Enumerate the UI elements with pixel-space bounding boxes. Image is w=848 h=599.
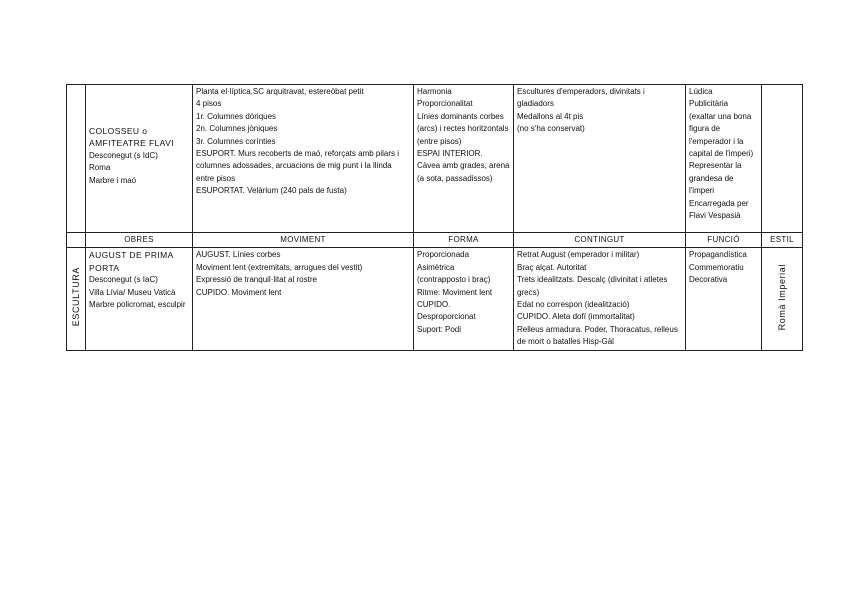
contingut-line: Escultures d'emperadors, divinitats i gladiadors bbox=[517, 87, 648, 109]
obra-cell bbox=[86, 248, 193, 350]
contingut-line: Trets idealitzats. Descalç (divinitat i atletes grecs) bbox=[517, 275, 670, 297]
forma-line: ESPAI INTERIOR. bbox=[417, 149, 483, 159]
obra-author: Desconegut (s IdC) bbox=[89, 150, 158, 160]
estil-cell-empty bbox=[762, 85, 803, 233]
funcio-line: Representar la grandesa de l'imperi bbox=[689, 161, 744, 196]
forma-line: Suport: Podi bbox=[417, 324, 462, 334]
funcio-line: Publicitària bbox=[689, 99, 729, 109]
category-cell bbox=[67, 248, 86, 350]
forma-line: Proporcionada bbox=[417, 250, 470, 260]
estil-label: Romà Imperial bbox=[776, 263, 787, 330]
contingut-line: Retrat August (emperador i militar) bbox=[517, 250, 640, 260]
moviment-line: 4 pisos bbox=[196, 99, 222, 109]
funcio-cell bbox=[686, 248, 762, 350]
estil-cell bbox=[762, 248, 803, 350]
header-empty bbox=[67, 233, 86, 248]
moviment-line: CUPIDO. Moviment lent bbox=[196, 287, 282, 297]
header-contingut: CONTINGUT bbox=[514, 233, 686, 248]
contingut-line: Relleus armadura. Poder, Thoracatus, relleus de mort o batalles Hisp-Gàl bbox=[517, 324, 681, 347]
moviment-line: Planta el·líptica,SC arquitravat, estereòbat petit bbox=[196, 87, 364, 96]
contingut-line: Edat no correspon (idealització) bbox=[517, 300, 630, 310]
funcio-line: Encarregada per Flavi Vespasià bbox=[689, 198, 751, 221]
contingut-cell bbox=[514, 248, 686, 350]
funcio-line: Commemoratiu bbox=[689, 262, 744, 272]
obra-material: Marbre policromat, esculpir bbox=[89, 300, 186, 310]
obra-location: Villa Lívia/ Museu Vaticà bbox=[89, 287, 176, 297]
header-funcio: FUNCIÓ bbox=[686, 233, 762, 248]
moviment-line: Expressió de tranquil·litat al rostre bbox=[196, 275, 317, 285]
funcio-line: Lúdica bbox=[689, 87, 713, 96]
obra-cell bbox=[86, 85, 193, 233]
moviment-line: 1r. Columnes dòriques bbox=[196, 111, 277, 121]
forma-line: Proporcionalitat bbox=[417, 99, 473, 109]
forma-cell bbox=[414, 248, 514, 350]
moviment-line: 3r. Columnes corínties bbox=[196, 136, 276, 146]
funcio-line: (exaltar una bona figura de l'emperador i la capital de l'imperi) bbox=[689, 111, 754, 159]
header-moviment: MOVIMENT bbox=[193, 233, 414, 248]
contingut-line: (no s'ha conservat) bbox=[517, 124, 585, 134]
table-row-august bbox=[67, 248, 803, 350]
contingut-line: CUPIDO. Aleta dofí (immortalitat) bbox=[517, 312, 635, 322]
obra-title-line: COLOSSEU o bbox=[89, 126, 148, 136]
moviment-line: 2n. Columnes jòniques bbox=[196, 124, 278, 134]
header-estil: ESTIL bbox=[762, 233, 803, 248]
header-forma: FORMA bbox=[414, 233, 514, 248]
art-analysis-table bbox=[66, 84, 803, 351]
category-cell-empty bbox=[67, 85, 86, 233]
moviment-line: ESUPORTAT. Velàrium (240 pals de fusta) bbox=[196, 186, 347, 196]
funcio-line: Decorativa bbox=[689, 275, 728, 285]
funcio-cell bbox=[686, 85, 762, 233]
forma-line: Ritme: Moviment lent bbox=[417, 287, 493, 297]
header-obres: OBRES bbox=[86, 233, 193, 248]
category-label: ESCULTURA bbox=[70, 267, 81, 327]
moviment-line: AUGUST. Línies corbes bbox=[196, 250, 281, 260]
obra-author: Desconegut (s IaC) bbox=[89, 275, 158, 285]
forma-line: (contrapposto i braç) bbox=[417, 275, 491, 285]
moviment-cell bbox=[193, 85, 414, 233]
contingut-line: Braç alçat. Autoritat bbox=[517, 262, 587, 272]
obra-material: Marbre i maó bbox=[89, 175, 137, 185]
table-row-colosseu bbox=[67, 85, 803, 233]
contingut-line: Medallons al 4t pis bbox=[517, 111, 584, 121]
forma-line: Harmonia bbox=[417, 87, 452, 96]
obra-title-line: AMFITEATRE FLAVI bbox=[89, 138, 174, 149]
table-header-row bbox=[67, 233, 803, 248]
contingut-cell bbox=[514, 85, 686, 233]
moviment-line: Moviment lent (extremitats, arrugues del vestit) bbox=[196, 262, 363, 272]
forma-line: Línies dominants corbes (arcs) i rectes horitzontals (entre pisos) bbox=[417, 111, 511, 146]
moviment-line: ESUPORT. Murs recoberts de maó, reforçats amb pilars i columnes adossades, arcuacions de mig punt i la llinda entre pisos bbox=[196, 149, 402, 183]
funcio-line: Propagandística bbox=[689, 250, 747, 260]
forma-line: Asimètrica bbox=[417, 262, 455, 272]
obra-title: AUGUST DE PRIMA PORTA bbox=[89, 250, 177, 273]
forma-line: Càvea amb grades, arena (a sota, passadissos) bbox=[417, 161, 512, 183]
forma-line: Desproporcionat bbox=[417, 312, 476, 322]
forma-cell bbox=[414, 85, 514, 233]
moviment-cell bbox=[193, 248, 414, 350]
obra-location: Roma bbox=[89, 163, 111, 173]
forma-line: CUPIDO. bbox=[417, 300, 451, 310]
